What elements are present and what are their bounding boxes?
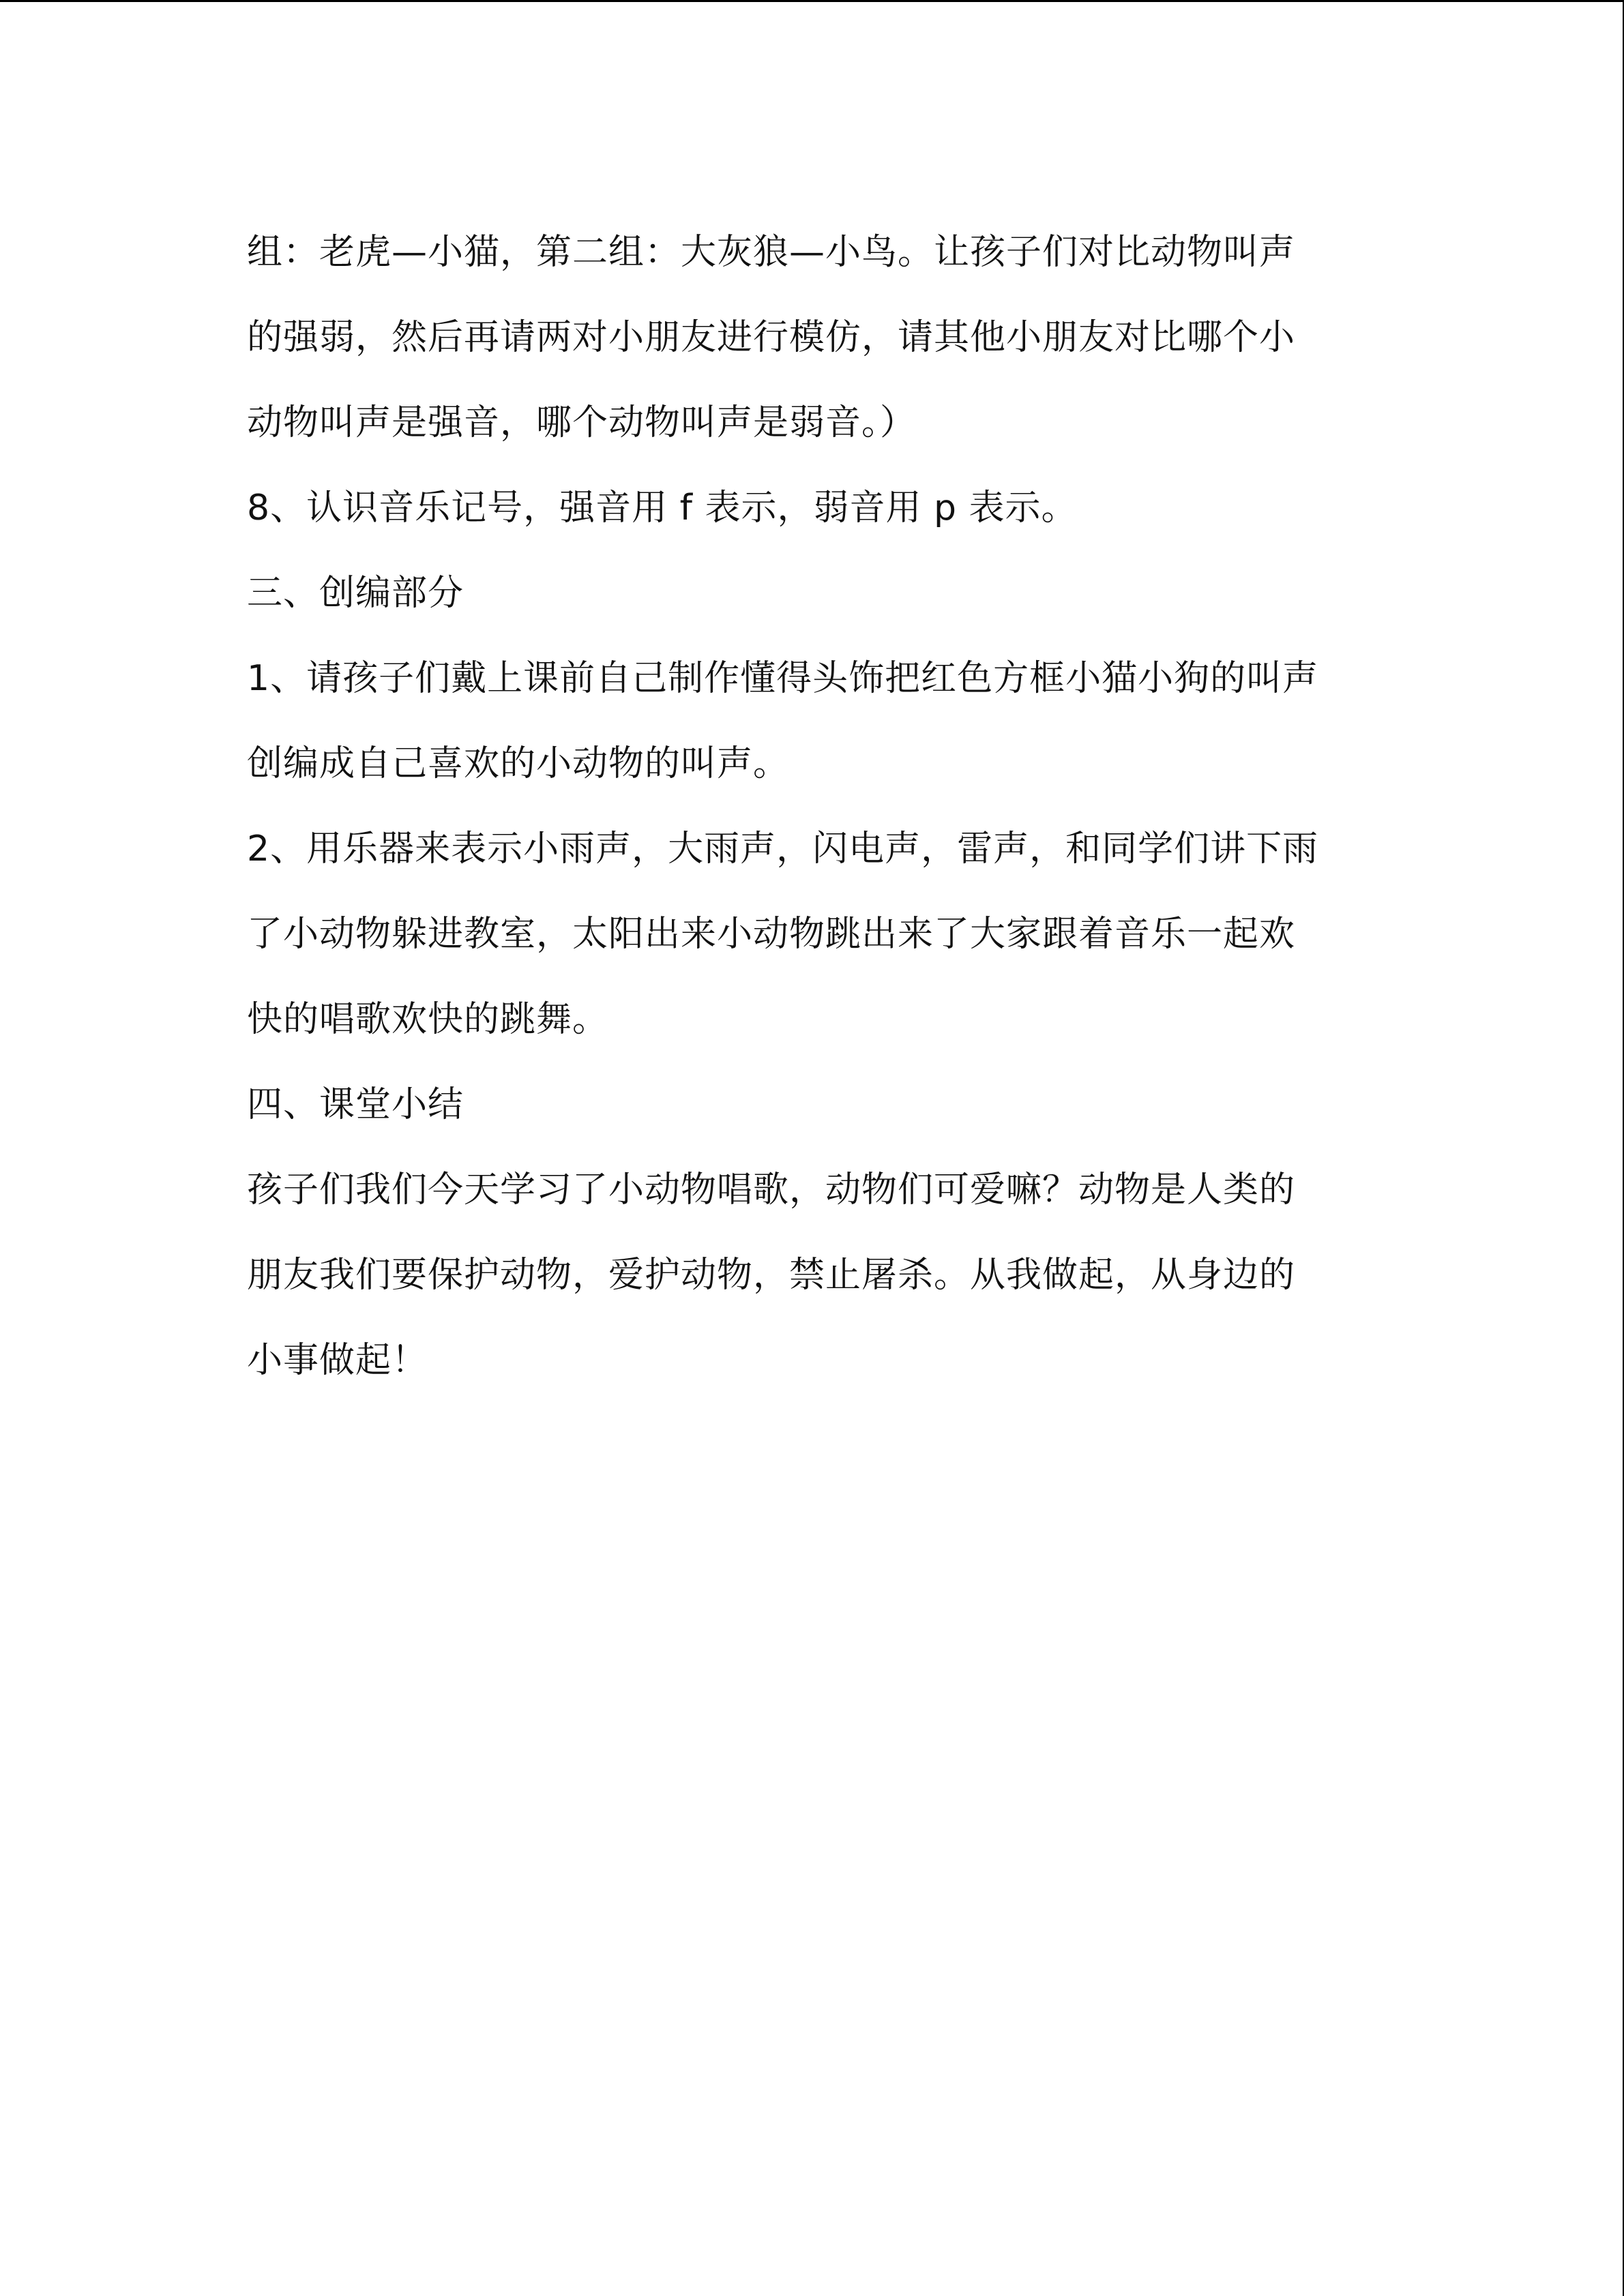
paragraph-line: 了小动物躲进教室，太阳出来小动物跳出来了大家跟着音乐一起欢 xyxy=(247,914,1296,955)
section-heading: 三、创编部分 xyxy=(247,573,464,614)
paragraph-line: 2、用乐器来表示小雨声，大雨声，闪电声，雷声，和同学们讲下雨 xyxy=(247,829,1319,869)
paragraph-line: 创编成自己喜欢的小动物的叫声。 xyxy=(247,743,790,784)
document-body xyxy=(247,210,1379,1403)
paragraph-line: 小事做起！ xyxy=(247,1340,428,1381)
paragraph-line: 动物叫声是强音，哪个动物叫声是弱音。） xyxy=(247,402,917,443)
paragraph-line: 朋友我们要保护动物，爱护动物，禁止屠杀。从我做起，从身边的 xyxy=(247,1255,1296,1296)
paragraph-line: 快的唱歌欢快的跳舞。 xyxy=(247,999,609,1040)
paragraph-line: 的强弱，然后再请两对小朋友进行模仿，请其他小朋友对比哪个小 xyxy=(247,317,1296,358)
paragraph-line: 组：老虎—小猫，第二组：大灰狼—小鸟。让孩子们对比动物叫声 xyxy=(247,232,1296,273)
paragraph-line: 孩子们我们今天学习了小动物唱歌，动物们可爱嘛？动物是人类的 xyxy=(247,1169,1296,1210)
section-heading: 四、课堂小结 xyxy=(247,1084,464,1125)
paragraph-line: 1、请孩子们戴上课前自己制作懂得头饰把红色方框小猫小狗的叫声 xyxy=(247,658,1319,699)
paragraph-line: 8、认识音乐记号，强音用 f 表示，弱音用 p 表示。 xyxy=(247,488,1078,528)
